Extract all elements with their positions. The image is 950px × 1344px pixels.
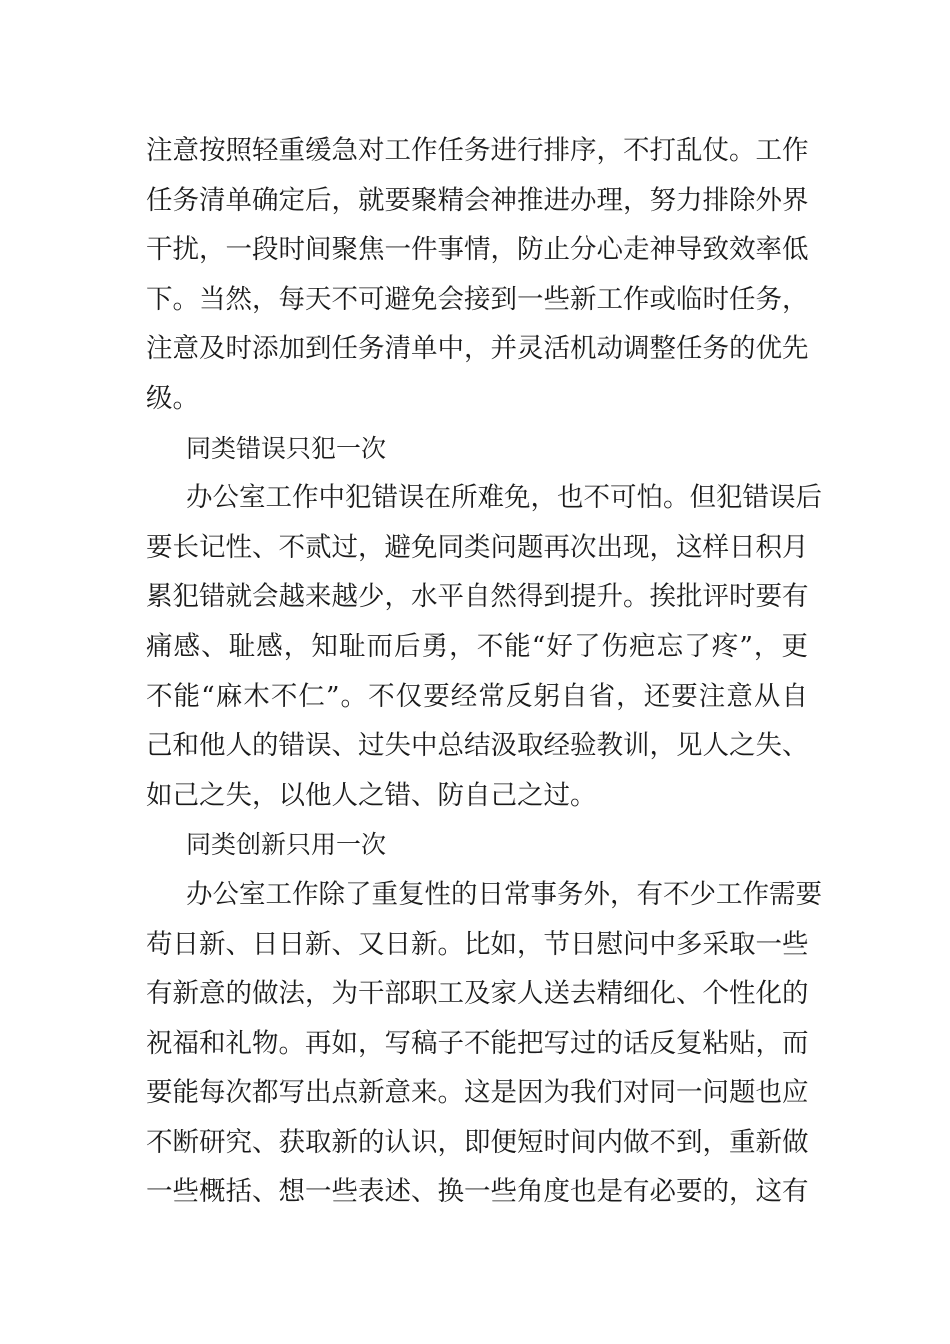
paragraph-line: 苟日新、日日新、又日新。比如，节日慰问中多采取一些 (146, 928, 809, 960)
paragraph-1 (146, 126, 808, 424)
paragraph-line: 办公室工作除了重复性的日常事务外，有不少工作需要 (186, 878, 822, 910)
paragraph-line: 干扰，一段时间聚焦一件事情，防止分心走神导致效率低 (146, 234, 809, 266)
paragraph-line: 祝福和礼物。再如，写稿子不能把写过的话反复粘贴，而 (146, 1027, 809, 1059)
paragraph-line: 不断研究、获取新的认识，即便短时间内做不到，重新做 (146, 1126, 809, 1158)
paragraph-line: 累犯错就会越来越少，水平自然得到提升。挨批评时要有 (146, 581, 809, 613)
paragraph-line: 注意按照轻重缓急对工作任务进行排序，不打乱仗。工作 (146, 135, 809, 166)
paragraph-line: 注意及时添加到任务清单中，并灵活机动调整任务的优先 (146, 333, 809, 365)
paragraph-line: 如己之失，以他人之错、防自己之过。 (146, 779, 597, 811)
paragraph-line: 级。 (146, 382, 199, 414)
paragraph-line: 下。当然，每天不可避免会接到一些新工作或临时任务， (146, 283, 809, 315)
paragraph-line: 一些概括、想一些表述、换一些角度也是有必要的，这有 (146, 1176, 809, 1208)
paragraph-line: 有新意的做法，为干部职工及家人送去精细化、个性化的 (146, 978, 809, 1010)
section-heading: 同类创新只用一次 (186, 830, 387, 860)
paragraph-line: 要能每次都写出点新意来。这是因为我们对同一问题也应 (146, 1077, 809, 1109)
paragraph-line: 办公室工作中犯错误在所难免，也不可怕。但犯错误后 (186, 482, 822, 514)
section-heading: 同类错误只犯一次 (186, 433, 387, 463)
paragraph-3 (146, 870, 822, 1217)
paragraph-line: 任务清单确定后，就要聚精会神推进办理，努力排除外界 (146, 184, 809, 216)
paragraph-2 (146, 473, 822, 820)
paragraph-line: 要长记性、不贰过，避免同类问题再次出现，这样日积月 (146, 531, 809, 563)
paragraph-line: 己和他人的错误、过失中总结汲取经验教训，见人之失、 (146, 730, 809, 762)
paragraph-line: 不能“麻木不仁”。不仅要经常反躬自省，还要注意从自 (146, 680, 808, 712)
document-body (146, 126, 822, 1217)
paragraph-line: 痛感、耻感，知耻而后勇，不能“好了伤疤忘了疼”，更 (146, 630, 808, 662)
